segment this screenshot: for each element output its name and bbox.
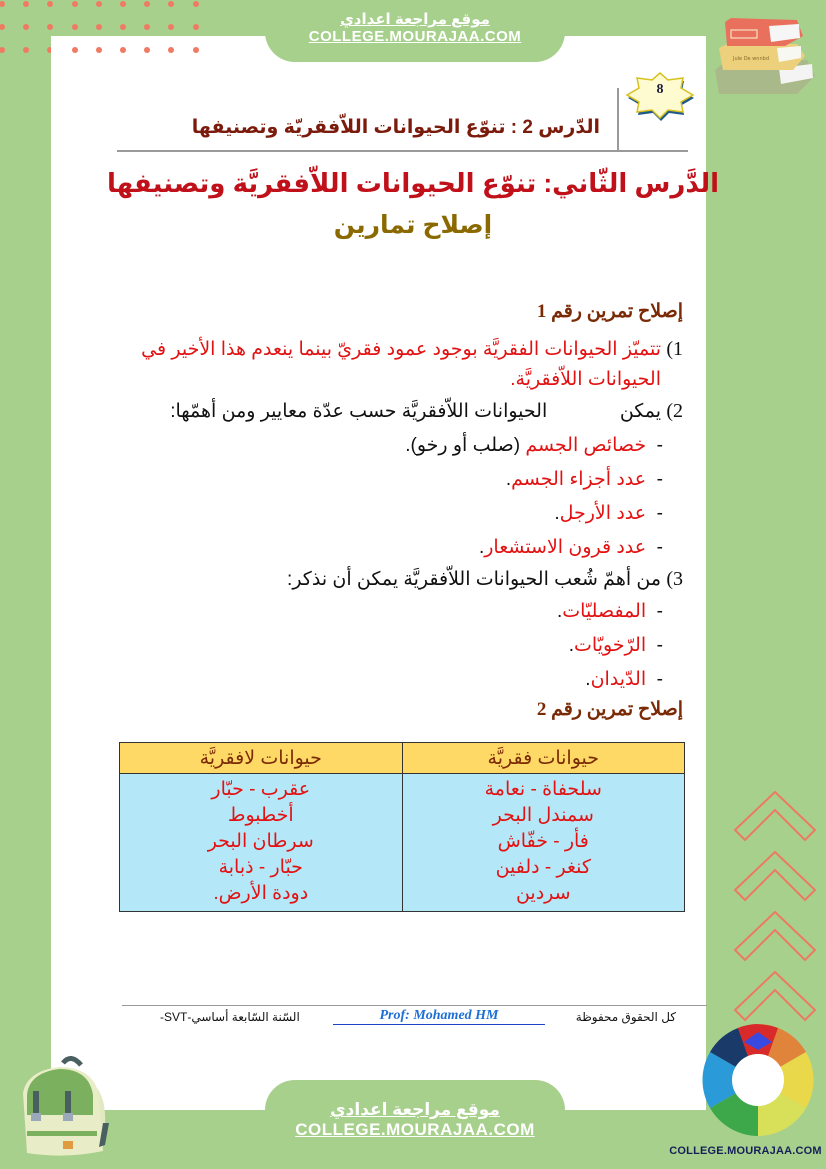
lesson-subtitle: إصلاح تمارين [333, 211, 493, 239]
footer-author: Prof: Mohamed HM [333, 1008, 545, 1025]
q3-bullet: - الدّيدان. [585, 669, 663, 690]
header-divider-vertical [617, 88, 619, 152]
education-wheel-logo [695, 1022, 821, 1140]
q2-bullet: - عدد قرون الاستشعار. [478, 537, 663, 558]
q2-bullet: - عدد أجزاء الجسم. [505, 469, 663, 490]
q3-bullet: - المفصليّات. [556, 601, 663, 622]
lesson-label: الدّرس 2 : تنوّع الحيوانات اللاّفقريّة وتصنيفها [191, 117, 600, 138]
svg-text:Jule De wnnbd: Jule De wnnbd [733, 56, 769, 62]
q2-bullet: - خصائص الجسم (صلب أو رخو). [405, 435, 663, 456]
column-header-invertebrates: حيوانات لافقريَّة [120, 743, 403, 774]
q2-bullet: - عدد الأرجل. [554, 503, 663, 524]
footer-rights: كل الحقوق محفوظة [575, 1010, 676, 1024]
site-logo-text[interactable]: COLLEGE.MOURAJAA.COM [669, 1145, 822, 1157]
lesson-header [117, 88, 688, 152]
site-banner-bottom[interactable] [265, 1080, 565, 1169]
vertebrates-cell: سلحفاة - نعامة سمندل البحر فأر - خفّاش كنغر - دلفين سردين [402, 774, 685, 912]
site-banner-url[interactable]: COLLEGE.MOURAJAA.COM [308, 28, 522, 45]
column-header-vertebrates: حيوانات فقريَّة [402, 743, 685, 774]
header-divider-horizontal [117, 150, 688, 152]
exercise-1-section [118, 300, 683, 720]
lesson-title: الدَّرس الثّاني: تنوّع الحيوانات اللاّفقريَّة وتصنيفها [106, 168, 720, 198]
books-illustration [697, 8, 823, 96]
q3-bullet: - الرّخويّات. [568, 635, 663, 656]
page-number-badge [625, 70, 695, 120]
invertebrates-cell: عقرب - حبّار أخطبوط سرطان البحر حبّار - ذبابة دودة الأرض. [120, 774, 403, 912]
site-banner-url[interactable]: COLLEGE.MOURAJAA.COM [295, 1120, 535, 1139]
footer-grade: السّنة السّابعة أساسي-SVT- [160, 1010, 300, 1024]
q2-intro: 2) يمكن الحيوانات اللاّفقريَّة حسب عدّة معايير ومن أهمّها: [170, 400, 683, 422]
site-banner-arabic: موقع مراجعة اعدادي [330, 1100, 500, 1119]
q3-intro: 3) من أهمّ شُعب الحيوانات اللاّفقريَّة يمكن أن نذكر: [287, 568, 683, 590]
site-banner-arabic: موقع مراجعة اعدادي [340, 11, 490, 28]
exercise-1-title: إصلاح تمرين رقم 1 [536, 301, 683, 322]
q1-line-2: الحيوانات اللاّفقريَّة. [510, 369, 661, 390]
backpack-illustration [15, 1055, 115, 1160]
site-banner-top[interactable] [265, 0, 565, 62]
exercise-2-title: إصلاح تمرين رقم 2 [536, 699, 683, 720]
table-row [120, 774, 685, 912]
chevron-up-decoration-icon [733, 790, 817, 1030]
q1-line-1: 1) تتميّز الحيوانات الفقريَّة بوجود عمود فقريّ بينما ينعدم هذا الأخير في [141, 338, 683, 360]
footer-divider [122, 1005, 707, 1006]
classification-table [119, 742, 685, 912]
page-number: 8 [656, 82, 664, 97]
